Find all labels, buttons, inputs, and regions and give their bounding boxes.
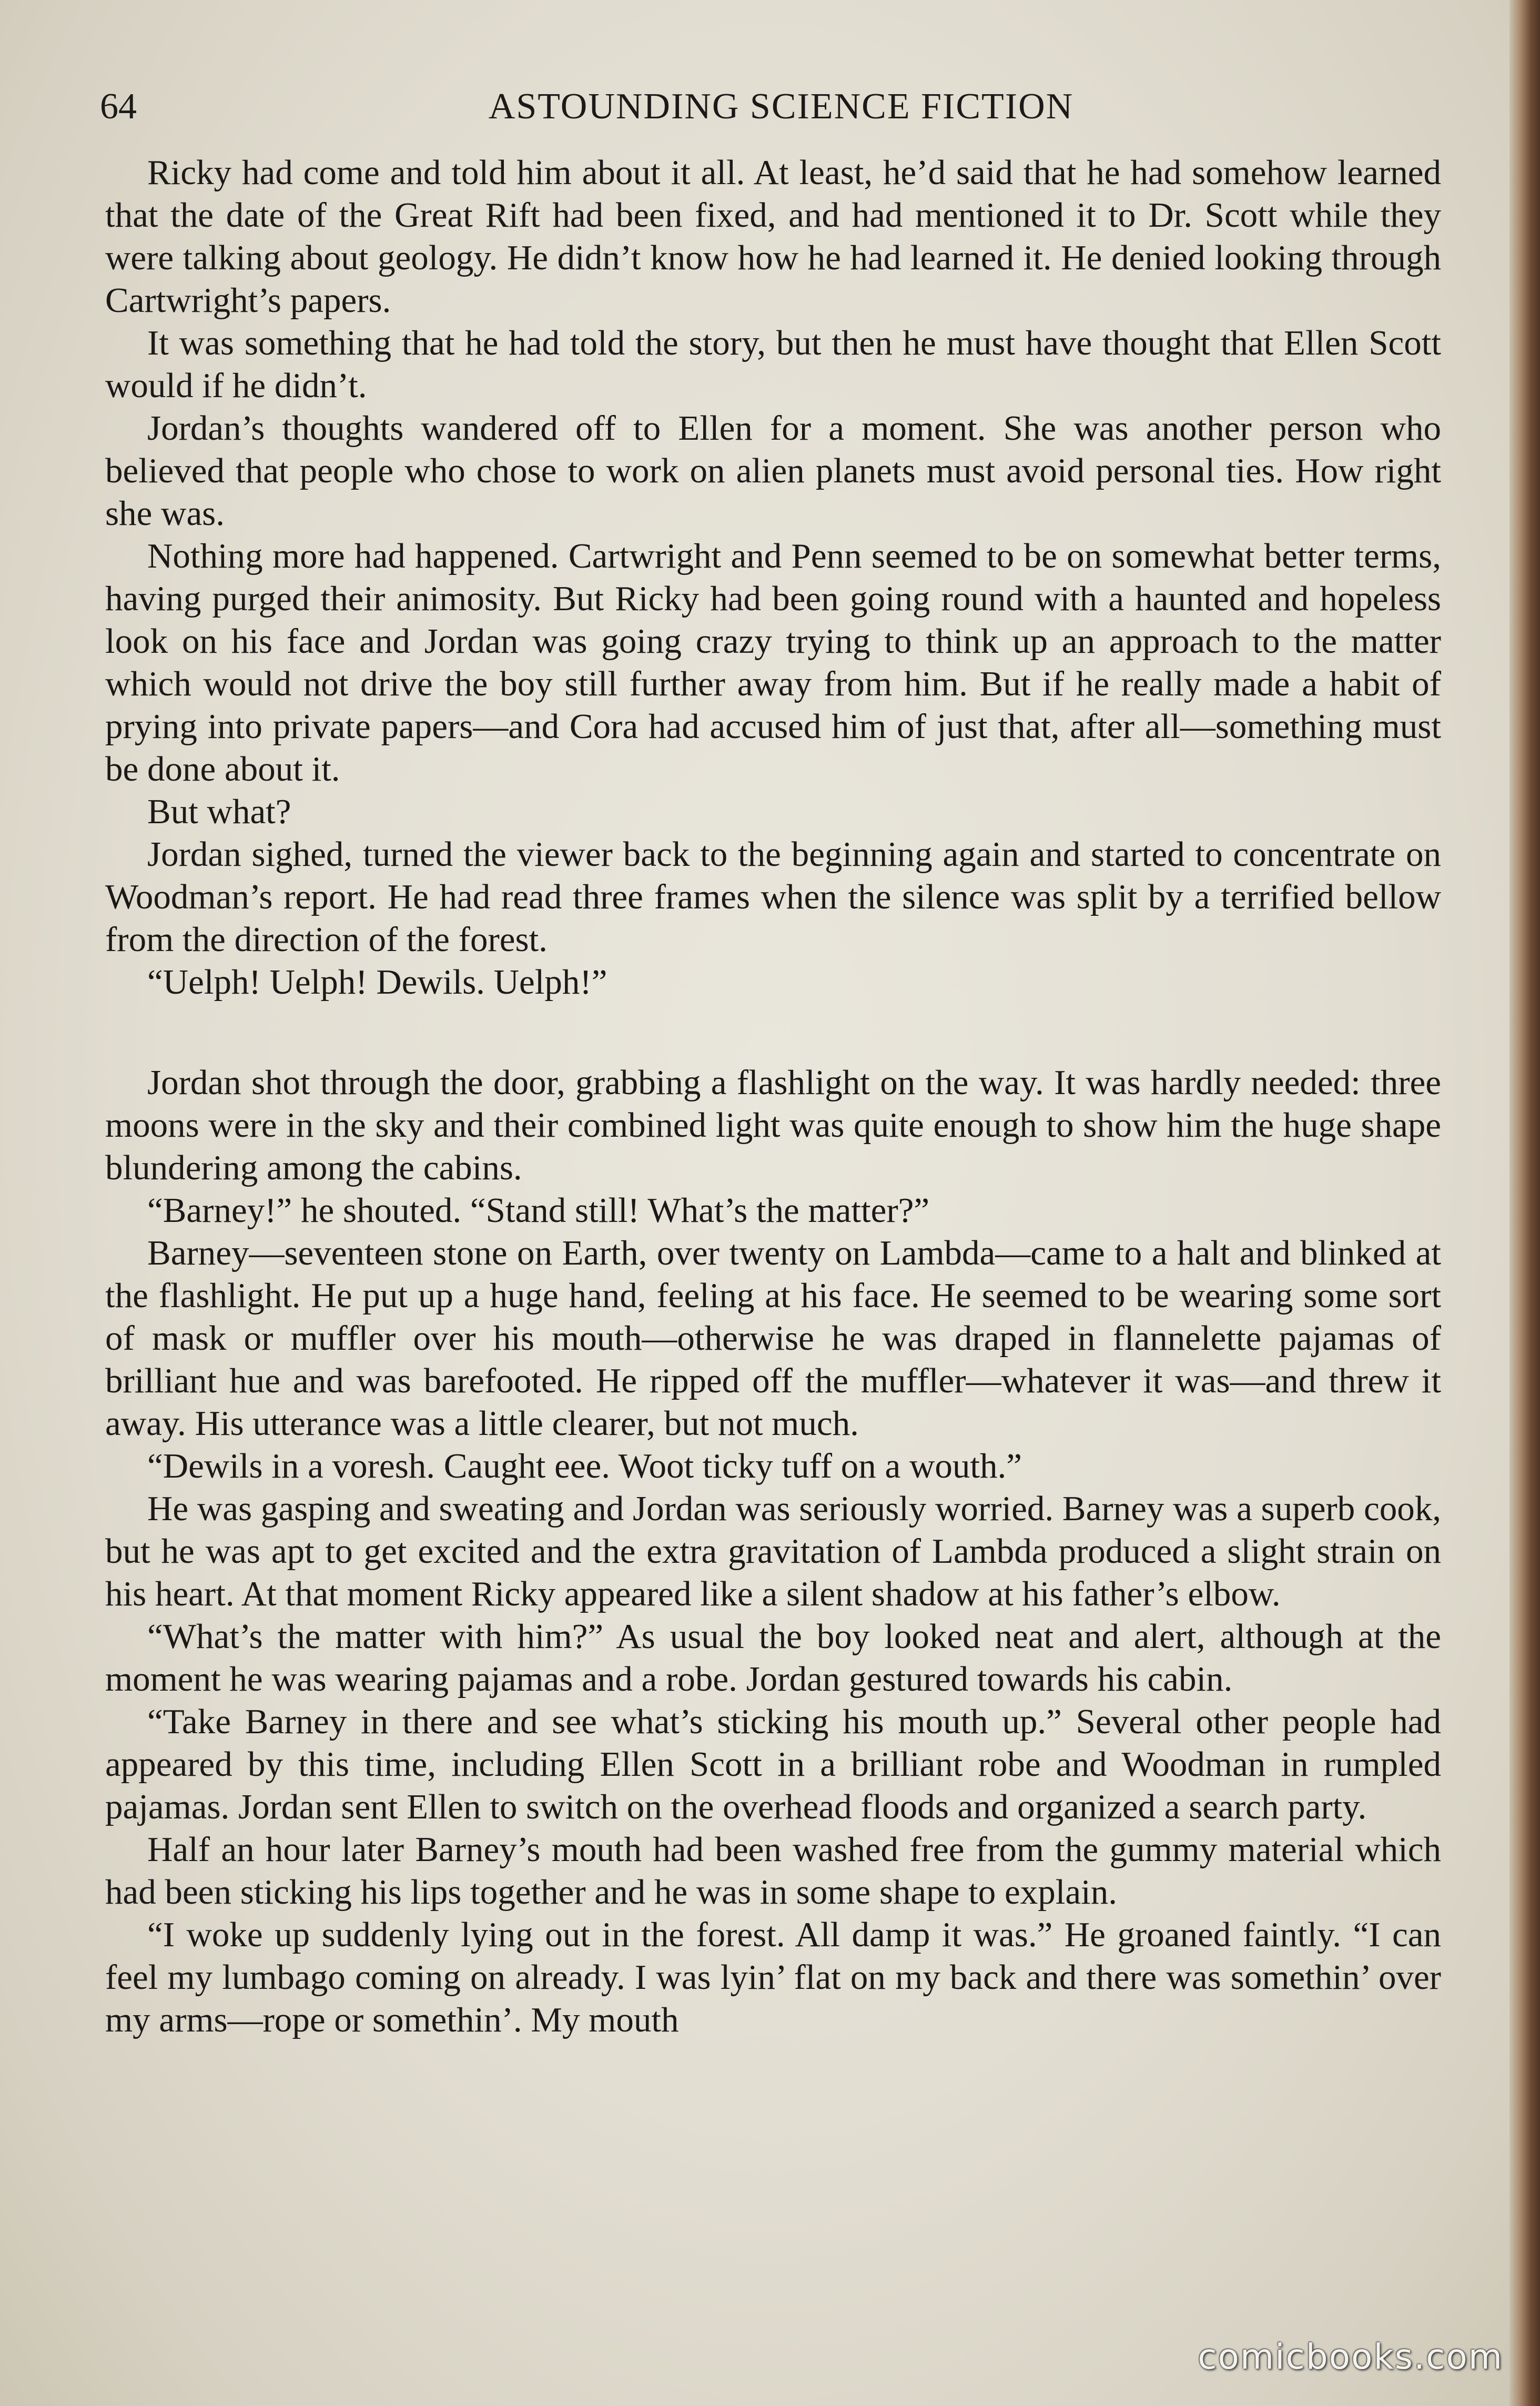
- paragraph: “Barney!” he shouted. “Stand still! What’s the matter?”: [147, 1191, 930, 1230]
- page-number: 64: [100, 86, 137, 127]
- paragraph: But what?: [147, 792, 291, 831]
- site-watermark: comicbooks.com: [1198, 2337, 1503, 2377]
- paragraph: He was gasping and sweating and Jordan was seriously worried. Barney was a superb cook, but he was apt to get excited and the extra gravitation of Lambda produced a slight strain on his heart. At that moment Ricky appeared like a silent shadow at his father’s elbow.: [105, 1489, 1441, 1613]
- paragraph: “Dewils in a voresh. Caught eee. Woot ticky tuff on a wouth.”: [147, 1447, 1022, 1485]
- page-header: [100, 83, 1425, 130]
- story-text: [105, 151, 1441, 2041]
- paragraph: Nothing more had happened. Cartwright and Penn seemed to be on somewhat better terms, having purged their animosity. But Ricky had been going round with a haunted and hopeless look on his face and Jordan was going crazy trying to think up an approach to the matter which would not drive the boy still further away from him. But if he really made a habit of prying into private papers—and Cora had accused him of just that, after all—something must be done about it.: [105, 537, 1441, 788]
- paragraph: “What’s the matter with him?” As usual the boy looked neat and alert, although at the moment he was wearing pajamas and a robe. Jordan gestured towards his cabin.: [105, 1617, 1441, 1699]
- paragraph: “I woke up suddenly lying out in the forest. All damp it was.” He groaned faintly. “I can feel my lumbago coming on already. I was lyin’ flat on my back and there was somethin’ over my arms—rope or somethin’. My mouth: [105, 1915, 1441, 2039]
- paragraph: It was something that he had told the story, but then he must have thought that Ellen Scott would if he didn’t.: [105, 324, 1441, 405]
- paragraph: Jordan shot through the door, grabbing a flashlight on the way. It was hardly needed: three moons were in the sky and their combined light was quite enough to show him the huge shape blundering among the cabins.: [105, 1063, 1441, 1187]
- paragraph: Half an hour later Barney’s mouth had been washed free from the gummy material which had been sticking his lips together and he was in some shape to explain.: [105, 1830, 1441, 1912]
- running-title: ASTOUNDING SCIENCE FICTION: [488, 86, 1074, 127]
- paragraph: “Uelph! Uelph! Dewils. Uelph!”: [147, 963, 607, 1002]
- paragraph: Ricky had come and told him about it all. At least, he’d said that he had somehow learned that the date of the Great Rift had been fixed, and had mentioned it to Dr. Scott while they were talking about geology. He didn’t know how he had learned it. He denied looking through Cartwright’s papers.: [105, 153, 1441, 320]
- page-spine-edge: [1509, 0, 1540, 2406]
- paragraph: Barney—seventeen stone on Earth, over twenty on Lambda—came to a halt and blinked at the flashlight. He put up a huge hand, feeling at his face. He seemed to be wearing some sort of mask or muffler over his mouth—otherwise he was draped in flannelette pajamas of brilliant hue and was barefooted. He ripped off the muffler—whatever it was—and threw it away. His utterance was a little clearer, but not much.: [105, 1234, 1441, 1443]
- paragraph: Jordan’s thoughts wandered off to Ellen for a moment. She was another person who believed that people who chose to work on alien planets must avoid personal ties. How right she was.: [105, 409, 1441, 533]
- paragraph: “Take Barney in there and see what’s sticking his mouth up.” Several other people had appeared by this time, including Ellen Scott in a brilliant robe and Woodman in rumpled pajamas. Jordan sent Ellen to switch on the overhead floods and organized a search party.: [105, 1702, 1441, 1826]
- paragraph: Jordan sighed, turned the viewer back to the beginning again and started to concentrate on Woodman’s report. He had read three frames when the silence was split by a terrified bellow from the direction of the forest.: [105, 835, 1441, 959]
